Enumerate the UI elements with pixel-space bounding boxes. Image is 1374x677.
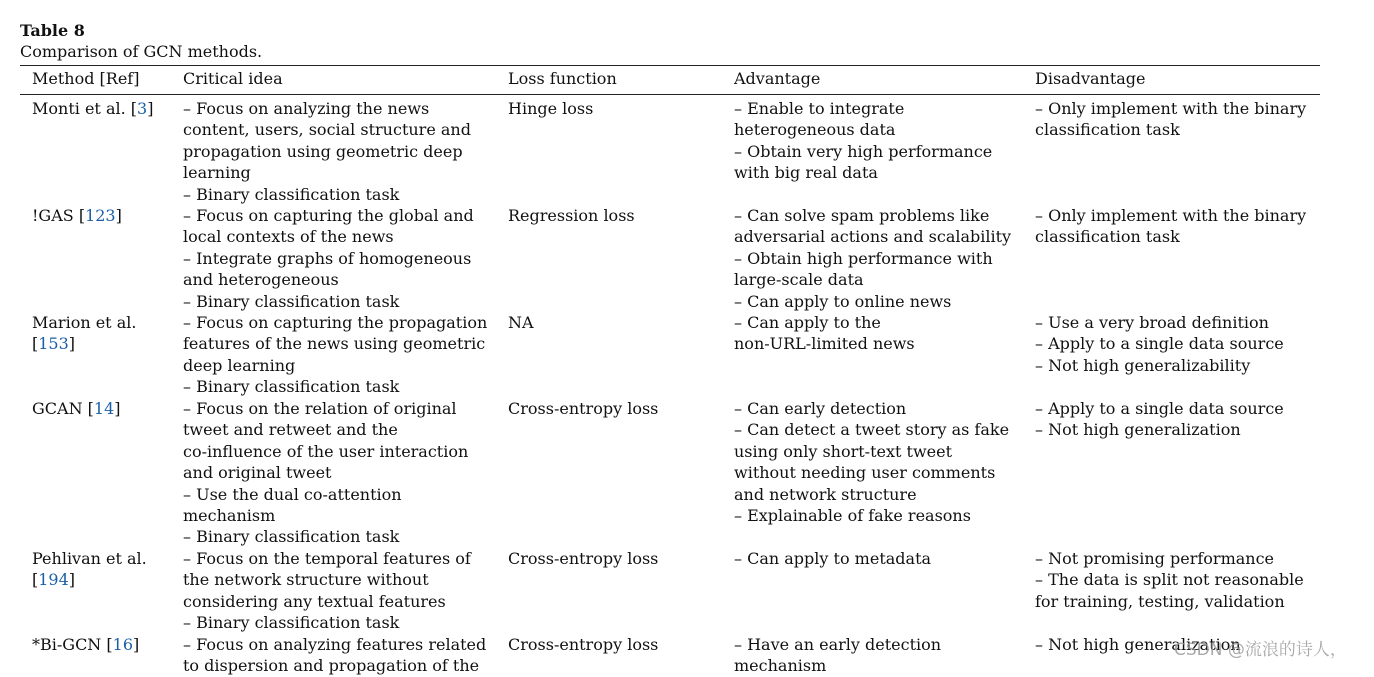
advantage-line: – Can apply to online news — [734, 291, 952, 311]
disadvantage-cell — [1035, 205, 1306, 248]
advantage-line: – Can early detection — [734, 399, 907, 418]
idea-line: propagation using geometric deep — [183, 141, 463, 161]
idea-line: content, users, social structure and — [183, 120, 471, 140]
csdn-watermark: CSDN @流浪的诗人， — [1174, 640, 1347, 660]
disadvantage-cell — [1035, 98, 1306, 141]
disadvantage-line: – Only implement with the binary — [1035, 99, 1307, 118]
disadvantage-cell — [1035, 312, 1284, 376]
disadvantage-line: – Not high generalization — [1035, 635, 1241, 654]
idea-cell — [183, 312, 487, 398]
idea-line: features of the news using geometric — [183, 334, 486, 354]
idea-line: to dispersion and propagation of the — [183, 656, 480, 676]
method-name: Pehlivan et al. — [32, 549, 147, 568]
method-cell — [32, 312, 136, 355]
idea-line: – Focus on analyzing features related — [183, 635, 487, 654]
idea-line: – Binary classification task — [183, 184, 400, 204]
disadvantage-line: – Not high generalizability — [1035, 355, 1251, 375]
disadvantage-line: – Only implement with the binary — [1035, 206, 1307, 225]
disadvantage-line: – Apply to a single data source — [1035, 399, 1284, 418]
loss-cell: Hinge loss — [508, 99, 594, 118]
header-method: Method [Ref] — [32, 69, 140, 88]
disadvantage-line: classification task — [1035, 120, 1180, 140]
method-cell — [32, 548, 147, 591]
advantage-line: – Obtain high performance with — [734, 248, 993, 268]
ref-bracket: [ — [32, 334, 39, 354]
method-cell — [32, 398, 121, 419]
idea-line: – Focus on the relation of original — [183, 399, 457, 418]
disadvantage-line: – Not promising performance — [1035, 549, 1275, 568]
idea-line: – Focus on the temporal features of — [183, 549, 471, 568]
advantage-cell — [734, 548, 931, 569]
loss-cell: Cross-entropy loss — [508, 635, 659, 654]
loss-cell: Cross-entropy loss — [508, 549, 659, 568]
advantage-line: – Enable to integrate — [734, 99, 905, 118]
advantage-line: – Can detect a tweet story as fake — [734, 420, 1010, 440]
loss-cell: NA — [508, 313, 534, 332]
idea-line: – Integrate graphs of homogeneous — [183, 248, 472, 268]
idea-line: considering any textual features — [183, 591, 446, 611]
advantage-line: with big real data — [734, 163, 878, 183]
table-caption-title: Comparison of GCN methods. — [20, 42, 263, 61]
idea-line: and original tweet — [183, 463, 332, 483]
advantage-line: – Have an early detection — [734, 635, 942, 654]
ref-link[interactable]: 194 — [38, 570, 69, 590]
advantage-line: adversarial actions and scalability — [734, 227, 1012, 247]
advantage-line: large-scale data — [734, 270, 864, 290]
ref-link[interactable]: 3 — [137, 99, 148, 118]
idea-line: – Binary classification task — [183, 613, 400, 633]
idea-line: co-influence of the user interaction — [183, 441, 469, 461]
ref-bracket: [ — [32, 570, 39, 590]
header-loss-function: Loss function — [508, 69, 617, 88]
disadvantage-cell — [1035, 398, 1284, 441]
idea-line: – Binary classification task — [183, 377, 400, 397]
advantage-line: without needing user comments — [734, 463, 996, 483]
method-name: *Bi-GCN [ — [32, 635, 113, 654]
loss-cell: Cross-entropy loss — [508, 399, 659, 418]
disadvantage-line: for training, testing, validation — [1035, 591, 1285, 611]
method-name: !GAS [ — [32, 206, 86, 225]
advantage-cell — [734, 312, 915, 355]
method-cell — [32, 98, 153, 119]
method-cell — [32, 205, 122, 226]
advantage-line: using only short-text tweet — [734, 441, 953, 461]
ref-bracket: ] — [147, 99, 154, 118]
idea-line: – Binary classification task — [183, 527, 400, 547]
disadvantage-line: – The data is split not reasonable — [1035, 570, 1304, 590]
disadvantage-line: – Use a very broad definition — [1035, 313, 1269, 332]
advantage-line: non-URL-limited news — [734, 334, 915, 354]
ref-bracket: ] — [68, 570, 76, 590]
header-critical-idea: Critical idea — [183, 69, 283, 88]
method-name: Monti et al. [ — [32, 99, 138, 118]
advantage-line: – Can apply to metadata — [734, 549, 932, 568]
disadvantage-line: – Not high generalization — [1035, 420, 1241, 440]
ref-link[interactable]: 14 — [93, 399, 115, 418]
ref-link[interactable]: 16 — [112, 635, 133, 654]
idea-cell — [183, 205, 474, 312]
idea-cell — [183, 634, 486, 677]
ref-link[interactable]: 123 — [85, 206, 116, 225]
advantage-cell — [734, 205, 1011, 312]
advantage-line: – Can solve spam problems like — [734, 206, 990, 225]
advantage-line: heterogeneous data — [734, 120, 896, 140]
header-rule — [20, 94, 1320, 95]
idea-line: – Binary classification task — [183, 291, 400, 311]
advantage-line: mechanism — [734, 656, 827, 676]
advantage-line: – Obtain very high performance — [734, 141, 993, 161]
advantage-line: – Explainable of fake reasons — [734, 506, 971, 526]
idea-line: deep learning — [183, 355, 296, 375]
idea-line: local contexts of the news — [183, 227, 394, 247]
ref-link[interactable]: 153 — [38, 334, 69, 354]
table-caption-number: Table 8 — [20, 21, 85, 40]
header-advantage: Advantage — [734, 69, 821, 88]
idea-line: mechanism — [183, 506, 276, 526]
disadvantage-line: classification task — [1035, 227, 1180, 247]
disadvantage-cell — [1035, 548, 1304, 612]
idea-line: – Focus on analyzing the news — [183, 99, 430, 118]
advantage-cell — [734, 398, 1009, 526]
idea-line: tweet and retweet and the — [183, 420, 398, 440]
idea-cell — [183, 548, 471, 634]
method-cell — [32, 634, 139, 655]
ref-bracket: ] — [68, 334, 76, 354]
ref-bracket: ] — [115, 206, 122, 225]
header-disadvantage: Disadvantage — [1035, 69, 1146, 88]
method-name: Marion et al. — [32, 313, 137, 332]
advantage-cell — [734, 98, 992, 184]
advantage-line: and network structure — [734, 484, 917, 504]
idea-cell — [183, 398, 468, 548]
ref-bracket: ] — [114, 399, 121, 418]
ref-bracket: ] — [133, 635, 140, 654]
advantage-cell — [734, 634, 941, 677]
idea-line: the network structure without — [183, 570, 429, 590]
top-rule — [20, 65, 1320, 66]
idea-line: – Focus on capturing the global and — [183, 206, 474, 225]
idea-line: – Use the dual co-attention — [183, 484, 402, 504]
idea-line: and heterogeneous — [183, 270, 339, 290]
idea-cell — [183, 98, 471, 205]
advantage-line: – Can apply to the — [734, 313, 881, 332]
idea-line: learning — [183, 163, 251, 183]
method-name: GCAN [ — [32, 399, 94, 418]
loss-cell: Regression loss — [508, 206, 635, 225]
idea-line: – Focus on capturing the propagation — [183, 313, 488, 332]
disadvantage-line: – Apply to a single data source — [1035, 334, 1284, 354]
